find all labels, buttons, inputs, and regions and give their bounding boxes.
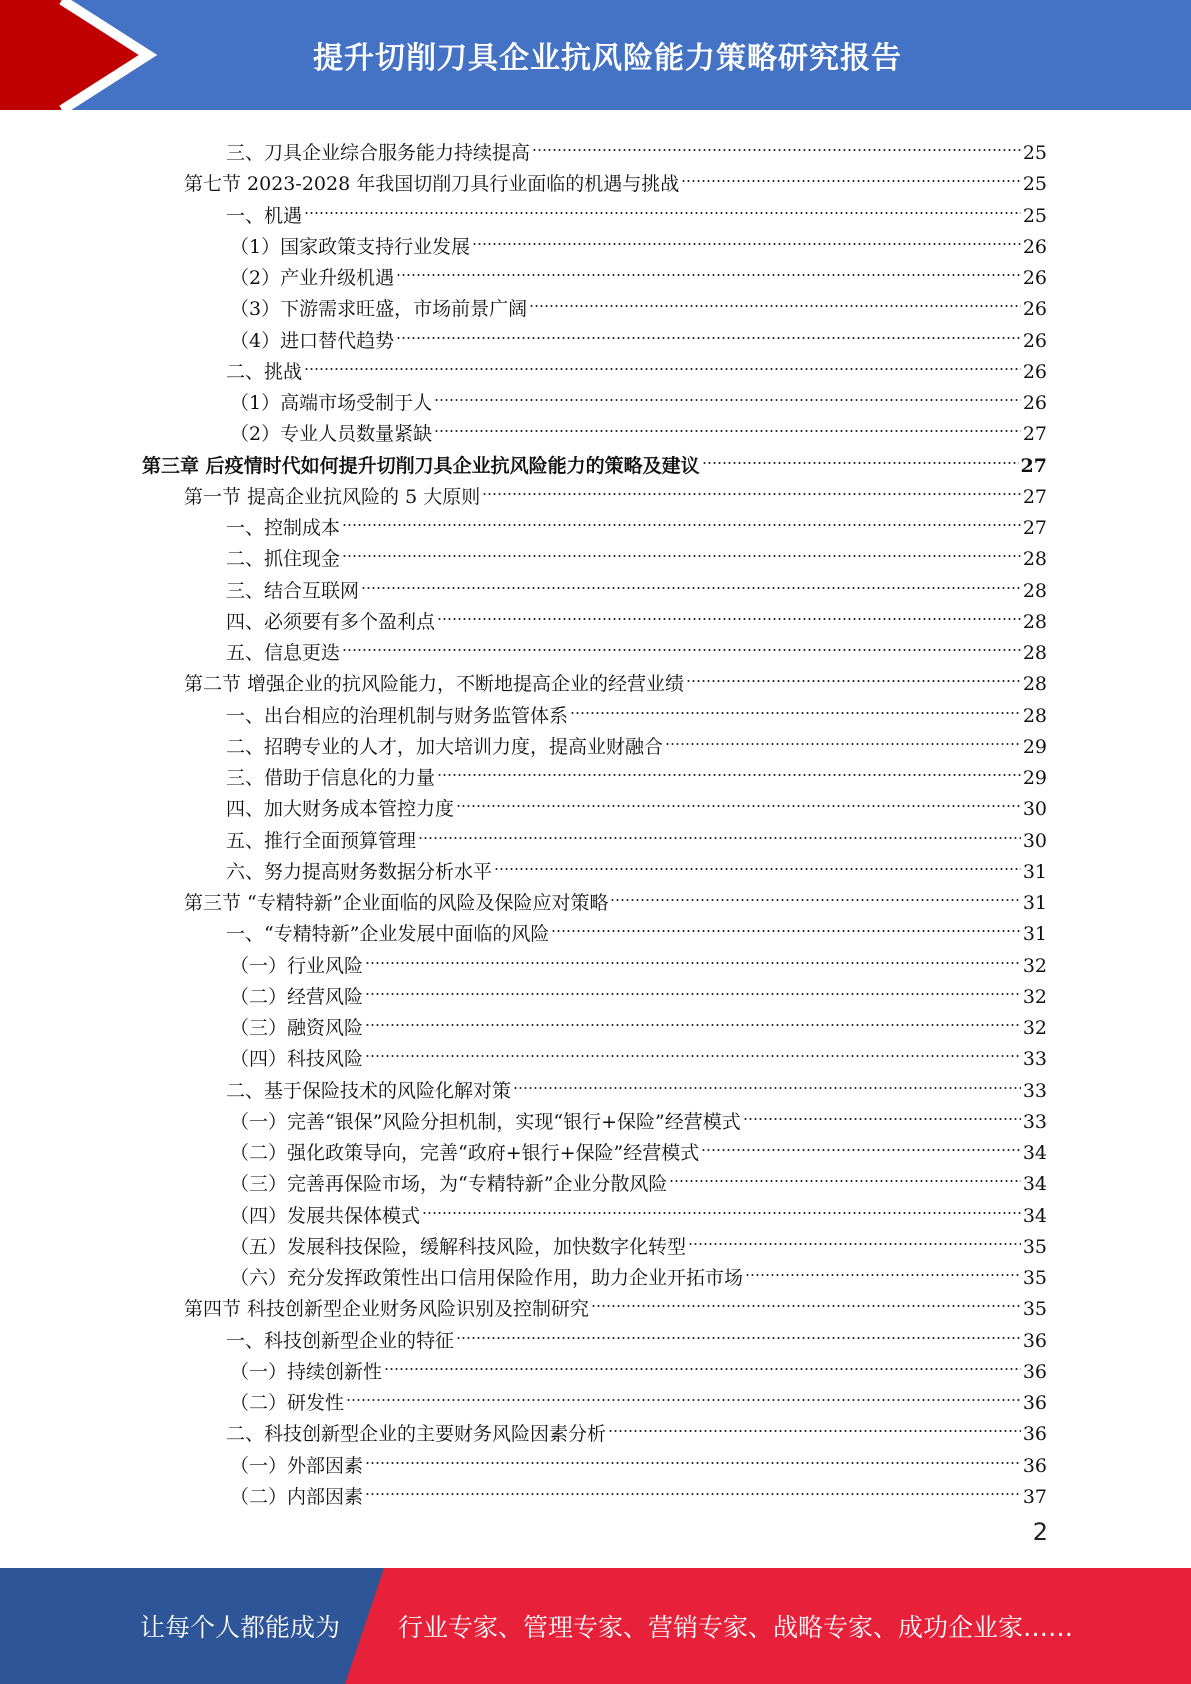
toc-dot-leader [396, 253, 1021, 284]
toc-entry[interactable] [142, 441, 1047, 477]
toc-dot-leader [482, 472, 1021, 503]
toc-entry[interactable] [226, 566, 1047, 602]
footer-slogan-left: 让每个人都能成为 [140, 1613, 341, 1642]
toc-dot-leader [304, 347, 1021, 378]
toc-entry[interactable] [226, 191, 1047, 227]
toc-entry[interactable] [230, 1472, 1047, 1508]
toc-entry-title: （3）下游需求旺盛，市场前景广阔 [230, 298, 528, 321]
toc-entry[interactable] [226, 816, 1047, 852]
toc-entry-title: （二）强化政策导向，完善“政府+银行+保险”经营模式 [230, 1142, 700, 1164]
toc-dot-leader [365, 1003, 1021, 1034]
toc-dot-leader [669, 1159, 1020, 1190]
toc-entry-page: 26 [1022, 298, 1047, 321]
toc-entry-page: 30 [1022, 798, 1047, 821]
toc-entry-page: 28 [1022, 673, 1047, 696]
toc-entry[interactable] [226, 784, 1047, 821]
toc-entry-page: 26 [1022, 267, 1047, 289]
toc-entry-title: 第二节 增强企业的抗风险能力，不断地提高企业的经营业绩 [184, 673, 685, 696]
toc-entry[interactable] [226, 847, 1047, 883]
toc-dot-leader [418, 816, 1021, 847]
toc-dot-leader [346, 1378, 1021, 1409]
toc-entry-title: 一、“专精特新”企业发展中面临的风险 [226, 923, 550, 946]
toc-entry[interactable] [230, 1097, 1047, 1133]
toc-dot-leader [701, 1128, 1021, 1159]
toc-entry-title: （二）内部因素 [230, 1485, 364, 1508]
toc-dot-leader [551, 909, 1020, 940]
toc-dot-leader [472, 222, 1021, 253]
toc-dot-leader [342, 534, 1021, 565]
toc-dot-leader [513, 1066, 1021, 1097]
toc-entry-page: 27 [1022, 517, 1047, 539]
toc-entry-title: 四、必须要有多个盈利点 [226, 610, 436, 633]
toc-entry-title: （4）进口替代趋势 [230, 329, 395, 352]
toc-entry[interactable] [226, 753, 1047, 789]
toc-entry-page: 34 [1022, 1204, 1047, 1227]
report-title: 提升切削刀具企业抗风险能力策略研究报告 [313, 41, 902, 76]
toc-dot-leader [608, 1409, 1021, 1440]
toc-entry-page: 31 [1022, 892, 1047, 914]
toc-entry-title: 一、控制成本 [226, 517, 341, 539]
toc-entry-title: （一）完善“银保”风险分担机制，实现“银行+保险”经营模式 [230, 1110, 741, 1133]
toc-entry[interactable] [230, 253, 1047, 289]
toc-entry-page: 32 [1022, 954, 1047, 977]
toc-dot-leader [434, 409, 1021, 440]
toc-entry-page: 37 [1022, 1485, 1047, 1508]
toc-dot-leader [665, 722, 1021, 753]
toc-entry[interactable] [184, 878, 1047, 914]
toc-entry-page: 28 [1022, 642, 1047, 664]
toc-entry-title: 第七节 2023-2028 年我国切削刀具行业面临的机遇与挑战 [184, 173, 680, 196]
toc-dot-leader [743, 1097, 1021, 1128]
toc-entry-page: 28 [1022, 610, 1047, 633]
toc-entry-title: （六）充分发挥政策性出口信用保险作用，助力企业开拓市场 [230, 1267, 744, 1289]
page-footer [0, 1568, 1191, 1684]
toc-entry-page: 26 [1022, 329, 1047, 352]
toc-entry-title: 三、刀具企业综合服务能力持续提高 [226, 142, 531, 164]
toc-entry-title: 六、努力提高财务数据分析水平 [226, 860, 493, 883]
toc-entry[interactable] [226, 503, 1047, 539]
toc-dot-leader [422, 1191, 1021, 1222]
toc-dot-leader [570, 691, 1021, 722]
toc-entry-title: 五、信息更迭 [226, 642, 341, 664]
toc-dot-leader [610, 878, 1020, 909]
toc-entry[interactable] [226, 1066, 1047, 1102]
toc-entry[interactable] [226, 1409, 1047, 1446]
toc-entry-page: 26 [1022, 360, 1047, 383]
toc-entry[interactable] [184, 659, 1047, 696]
toc-entry-title: （五）发展科技保险，缓解科技风险，加快数字化转型 [230, 1235, 687, 1258]
toc-entry[interactable] [230, 1191, 1047, 1227]
toc-entry[interactable] [230, 1347, 1047, 1383]
toc-entry-page: 36 [1022, 1454, 1047, 1477]
toc-dot-leader [686, 659, 1021, 690]
toc-entry[interactable] [226, 347, 1047, 383]
toc-dot-leader [494, 847, 1021, 878]
toc-entry-title: 二、挑战 [226, 360, 303, 383]
toc-dot-leader [365, 1034, 1021, 1065]
toc-dot-leader [688, 1222, 1021, 1253]
toc-dot-leader [437, 753, 1021, 784]
toc-dot-leader [342, 503, 1021, 534]
toc-entry-page: 33 [1022, 1079, 1047, 1102]
toc-entry-page: 36 [1022, 1329, 1047, 1352]
page-number: 2 [1032, 1518, 1048, 1546]
toc-entry-title: （二）经营风险 [230, 985, 364, 1008]
toc-entry-page: 25 [1022, 142, 1047, 164]
toc-dot-leader [384, 1347, 1021, 1378]
toc-entry-title: （2）专业人员数量紧缺 [230, 423, 433, 446]
toc-entry[interactable] [226, 534, 1047, 571]
toc-entry[interactable] [226, 909, 1047, 946]
toc-entry-page: 26 [1022, 235, 1047, 258]
toc-entry-page: 28 [1022, 704, 1047, 727]
toc-dot-leader [532, 128, 1021, 159]
toc-entry[interactable] [230, 222, 1047, 258]
toc-entry-title: （1）国家政策支持行业发展 [230, 235, 471, 258]
toc-entry-title: 第一节 提高企业抗风险的 5 大原则 [184, 485, 481, 508]
toc-entry-title: 一、机遇 [226, 204, 303, 227]
toc-entry-title: 二、科技创新型企业的主要财务风险因素分析 [226, 1423, 607, 1446]
toc-entry[interactable] [230, 378, 1047, 414]
toc-entry-page: 32 [1022, 985, 1047, 1008]
toc-entry-page: 36 [1022, 1392, 1047, 1414]
footer-slogan-right: 行业专家、管理专家、营销专家、战略专家、成功企业家…… [398, 1613, 1074, 1642]
toc-dot-leader [365, 972, 1021, 1003]
toc-dot-leader [681, 159, 1021, 190]
toc-entry-title: （四）科技风险 [230, 1048, 364, 1071]
toc-entry-page: 32 [1022, 1017, 1047, 1039]
toc-dot-leader [365, 1472, 1021, 1503]
toc-entry-page: 27 [1022, 485, 1047, 508]
toc-entry-title: （三）融资风险 [230, 1017, 364, 1039]
toc-entry-title: 五、推行全面预算管理 [226, 829, 417, 852]
toc-entry-title: 第三章 后疫情时代如何提升切削刀具企业抗风险能力的策略及建议 [142, 454, 700, 477]
toc-entry[interactable] [184, 472, 1047, 508]
toc-entry[interactable] [226, 722, 1047, 758]
toc-entry-page: 31 [1022, 923, 1047, 946]
toc-entry-title: （一）外部因素 [230, 1454, 364, 1477]
toc-entry[interactable] [230, 1128, 1047, 1164]
toc-entry[interactable] [230, 1222, 1047, 1258]
toc-entry-title: 一、出台相应的治理机制与财务监管体系 [226, 704, 569, 727]
toc-entry-title: （二）研发性 [230, 1392, 345, 1414]
toc-entry-page: 35 [1022, 1235, 1047, 1258]
toc-entry-page: 26 [1022, 392, 1047, 414]
toc-entry[interactable] [226, 128, 1047, 164]
toc-dot-leader [437, 597, 1021, 628]
toc-entry-title: 第三节 “专精特新”企业面临的风险及保险应对策略 [184, 892, 609, 914]
toc-entry[interactable] [184, 1284, 1047, 1321]
toc-dot-leader [456, 1316, 1021, 1347]
toc-entry-page: 34 [1022, 1173, 1047, 1196]
toc-entry[interactable] [230, 316, 1047, 352]
toc-entry-page: 31 [1022, 860, 1047, 883]
toc-entry[interactable] [230, 1159, 1047, 1196]
toc-entry-title: （三）完善再保险市场，为“专精特新”企业分散风险 [230, 1173, 668, 1196]
toc-entry-page: 30 [1022, 829, 1047, 852]
toc-entry[interactable] [230, 1003, 1047, 1039]
toc-dot-leader [745, 1253, 1021, 1284]
toc-dot-leader [365, 1441, 1021, 1472]
toc-entry[interactable] [230, 1441, 1047, 1477]
toc-entry-page: 33 [1022, 1048, 1047, 1071]
toc-dot-leader [396, 316, 1021, 347]
toc-entry-page: 29 [1022, 767, 1047, 789]
toc-dot-leader [591, 1284, 1021, 1315]
toc-entry-page: 36 [1022, 1423, 1047, 1446]
toc-entry-page: 28 [1022, 548, 1047, 571]
toc-entry[interactable] [230, 1378, 1047, 1414]
toc-entry[interactable] [230, 1253, 1047, 1289]
toc-entry[interactable] [230, 284, 1047, 321]
toc-entry-title: 四、加大财务成本管控力度 [226, 798, 455, 821]
toc-dot-leader [304, 191, 1021, 222]
page-header [0, 0, 1191, 110]
toc-entry-title: 三、结合互联网 [226, 579, 360, 602]
toc-entry-title: 第四节 科技创新型企业财务风险识别及控制研究 [184, 1298, 590, 1321]
toc-entry-page: 33 [1022, 1110, 1047, 1133]
toc-entry-page: 34 [1022, 1142, 1047, 1164]
toc-entry-title: 三、借助于信息化的力量 [226, 767, 436, 789]
toc-entry[interactable] [226, 597, 1047, 633]
toc-dot-leader [342, 628, 1021, 659]
toc-entry-page: 27 [1020, 454, 1047, 477]
toc-entry-title: （四）发展共保体模式 [230, 1204, 421, 1227]
toc-entry[interactable] [230, 409, 1047, 446]
toc-entry-page: 25 [1022, 173, 1047, 196]
toc-entry-page: 28 [1022, 579, 1047, 602]
toc-entry-page: 27 [1022, 423, 1047, 446]
toc-entry-title: （1）高端市场受制于人 [230, 392, 433, 414]
toc-entry-title: 一、科技创新型企业的特征 [226, 1329, 455, 1352]
toc-entry-page: 35 [1022, 1267, 1047, 1289]
toc-dot-leader [456, 784, 1021, 815]
toc-entry-title: 二、招聘专业的人才，加大培训力度，提高业财融合 [226, 735, 664, 758]
toc-entry[interactable] [226, 628, 1047, 664]
toc-entry-title: （一）持续创新性 [230, 1360, 383, 1383]
toc-dot-leader [529, 284, 1021, 315]
toc-entry-title: 二、基于保险技术的风险化解对策 [226, 1079, 512, 1102]
toc-entry-page: 25 [1022, 204, 1047, 227]
toc-entry-page: 36 [1022, 1360, 1047, 1383]
toc-entry[interactable] [230, 972, 1047, 1008]
toc-entry[interactable] [230, 941, 1047, 977]
toc-entry-title: （2）产业升级机遇 [230, 267, 395, 289]
toc-dot-leader [702, 441, 1019, 472]
toc-entry-page: 35 [1022, 1298, 1047, 1321]
toc-entry[interactable] [230, 1034, 1047, 1071]
toc-entry-title: （一）行业风险 [230, 954, 364, 977]
toc-entry[interactable] [184, 159, 1047, 196]
toc-entry[interactable] [226, 1316, 1047, 1352]
toc-dot-leader [434, 378, 1021, 409]
toc-entry-title: 二、抓住现金 [226, 548, 341, 571]
toc-entry[interactable] [226, 691, 1047, 727]
toc-dot-leader [365, 941, 1021, 972]
toc-entry-page: 29 [1022, 735, 1047, 758]
toc-dot-leader [361, 566, 1021, 597]
